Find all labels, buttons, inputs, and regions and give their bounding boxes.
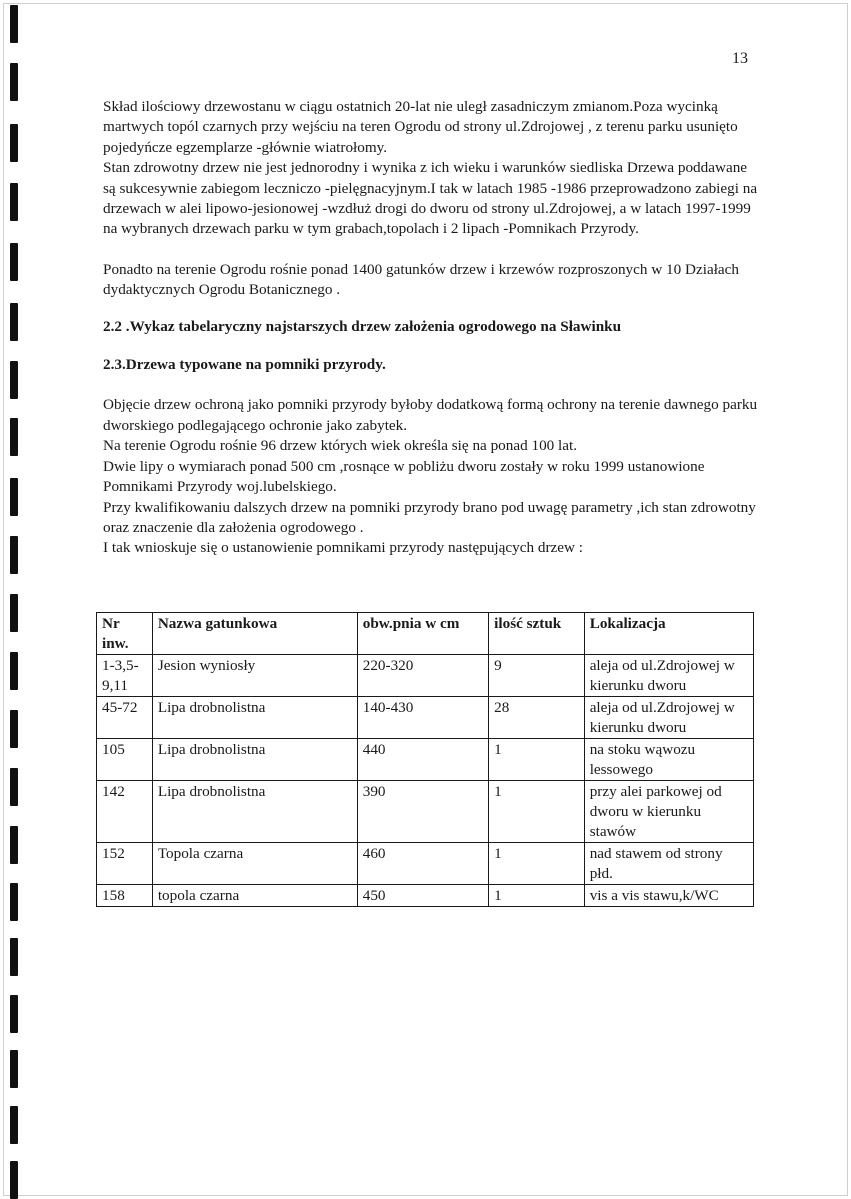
- table-row: [97, 843, 754, 885]
- header-nr: Nr inw.: [97, 613, 153, 655]
- section-heading: 2.3.Drzewa typowane na pomniki przyrody.: [103, 356, 386, 374]
- cell-species: Lipa drobnolistna: [152, 697, 357, 739]
- table-row: [97, 697, 754, 739]
- table-row: [97, 739, 754, 781]
- cell-species: Jesion wyniosły: [152, 655, 357, 697]
- binding-ring: [10, 243, 18, 281]
- paragraph: Ponadto na terenie Ogrodu rośnie ponad 1400 gatunków drzew i krzewów rozproszonych w 10 Działach dydaktycznych Ogrodu Botanicznego .: [103, 260, 739, 299]
- cell-species: Lipa drobnolistna: [152, 781, 357, 843]
- binding-ring: [10, 883, 18, 921]
- cell-nr: 105: [97, 739, 153, 781]
- binding-ring: [10, 1106, 18, 1144]
- cell-location: aleja od ul.Zdrojowej w kierunku dworu: [584, 697, 753, 739]
- section-heading: 2.2 .Wykaz tabelaryczny najstarszych drzew założenia ogrodowego na Sławinku: [103, 317, 622, 335]
- cell-species: topola czarna: [152, 885, 357, 907]
- cell-circumference: 390: [357, 781, 488, 843]
- cell-nr: 142: [97, 781, 153, 843]
- header-location: Lokalizacja: [584, 613, 753, 655]
- paragraph: I tak wnioskuje się o ustanowienie pomnikami przyrody następujących drzew :: [103, 539, 583, 557]
- cell-count: 1: [489, 781, 585, 843]
- binding-ring: [10, 536, 18, 574]
- cell-species: Topola czarna: [152, 843, 357, 885]
- table-header-row: [97, 613, 754, 655]
- paragraph: Skład ilościowy drzewostanu w ciągu ostatnich 20-lat nie uległ zasadniczym zmianom.Poza wycinką martwych topól czarnych przy wejściu na teren Ogrodu od strony ul.Zdrojowej , z terenu parku usunięto pojedyńcze egzemplarze -głównie wiatrołomy.: [103, 98, 738, 156]
- cell-nr: 45-72: [97, 697, 153, 739]
- cell-count: 1: [489, 739, 585, 781]
- cell-location: na stoku wąwozu lessowego: [584, 739, 753, 781]
- binding-ring: [10, 826, 18, 864]
- cell-circumference: 450: [357, 885, 488, 907]
- binding-ring: [10, 5, 18, 43]
- header-circumference: obw.pnia w cm: [357, 613, 488, 655]
- paragraph: Przy kwalifikowaniu dalszych drzew na pomniki przyrody brano pod uwagę parametry ,ich stan zdrowotny oraz znaczenie dla założenia ogrodowego .: [103, 498, 756, 536]
- binding-ring: [10, 1050, 18, 1088]
- header-species: Nazwa gatunkowa: [152, 613, 357, 655]
- cell-count: 28: [489, 697, 585, 739]
- paragraph: Na terenie Ogrodu rośnie 96 drzew których wiek określa się na ponad 100 lat.: [103, 437, 578, 455]
- header-count: ilość sztuk: [489, 613, 585, 655]
- spiral-binding: [10, 0, 20, 1199]
- cell-count: 9: [489, 655, 585, 697]
- binding-ring: [10, 710, 18, 748]
- cell-count: 1: [489, 885, 585, 907]
- paragraph: Dwie lipy o wymiarach ponad 500 cm ,rosnące w pobliżu dworu zostały w roku 1999 ustanowione Pomnikami Przyrody woj.lubelskiego.: [103, 457, 705, 496]
- table-row: [97, 655, 754, 697]
- cell-count: 1: [489, 843, 585, 885]
- binding-ring: [10, 418, 18, 456]
- document-body: [103, 97, 763, 559]
- cell-location: aleja od ul.Zdrojowej w kierunku dworu: [584, 655, 753, 697]
- binding-ring: [10, 652, 18, 690]
- cell-circumference: 460: [357, 843, 488, 885]
- cell-nr: 1-3,5-9,11: [97, 655, 153, 697]
- paragraph: Objęcie drzew ochroną jako pomniki przyrody byłoby dodatkową formą ochrony na terenie dawnego parku dworskiego podlegającego ochronie jako zabytek.: [103, 396, 758, 434]
- binding-ring: [10, 124, 18, 162]
- binding-ring: [10, 63, 18, 101]
- binding-ring: [10, 1161, 18, 1199]
- cell-nr: 158: [97, 885, 153, 907]
- binding-ring: [10, 995, 18, 1033]
- binding-ring: [10, 768, 18, 806]
- cell-location: nad stawem od strony płd.: [584, 843, 753, 885]
- trees-table: [96, 612, 754, 907]
- page-number: 13: [732, 50, 748, 67]
- table-row: [97, 781, 754, 843]
- binding-ring: [10, 361, 18, 399]
- cell-location: vis a vis stawu,k/WC: [584, 885, 753, 907]
- binding-ring: [10, 303, 18, 341]
- cell-circumference: 140-430: [357, 697, 488, 739]
- cell-nr: 152: [97, 843, 153, 885]
- cell-species: Lipa drobnolistna: [152, 739, 357, 781]
- cell-circumference: 440: [357, 739, 488, 781]
- table-row: [97, 885, 754, 907]
- binding-ring: [10, 478, 18, 516]
- cell-location: przy alei parkowej od dworu w kierunku stawów: [584, 781, 753, 843]
- cell-circumference: 220-320: [357, 655, 488, 697]
- binding-ring: [10, 594, 18, 632]
- paragraph: Stan zdrowotny drzew nie jest jednorodny i wynika z ich wieku i warunków siedliska Drzewa poddawane są sukcesywnie zabiegom leczniczo -pielęgnacyjnym.I tak w latach 1985 -1986 przeprowadzono zabiegi na drzewach w alei lipowo-jesionowej -wzdłuż drogi do dworu od strony ul.Zdrojowej, a w latach 1997-1999 na wybranych drzewach parku w tym grabach,topolach i 2 lipach -Pomnikach Przyrody.: [103, 159, 758, 238]
- binding-ring: [10, 183, 18, 221]
- binding-ring: [10, 938, 18, 976]
